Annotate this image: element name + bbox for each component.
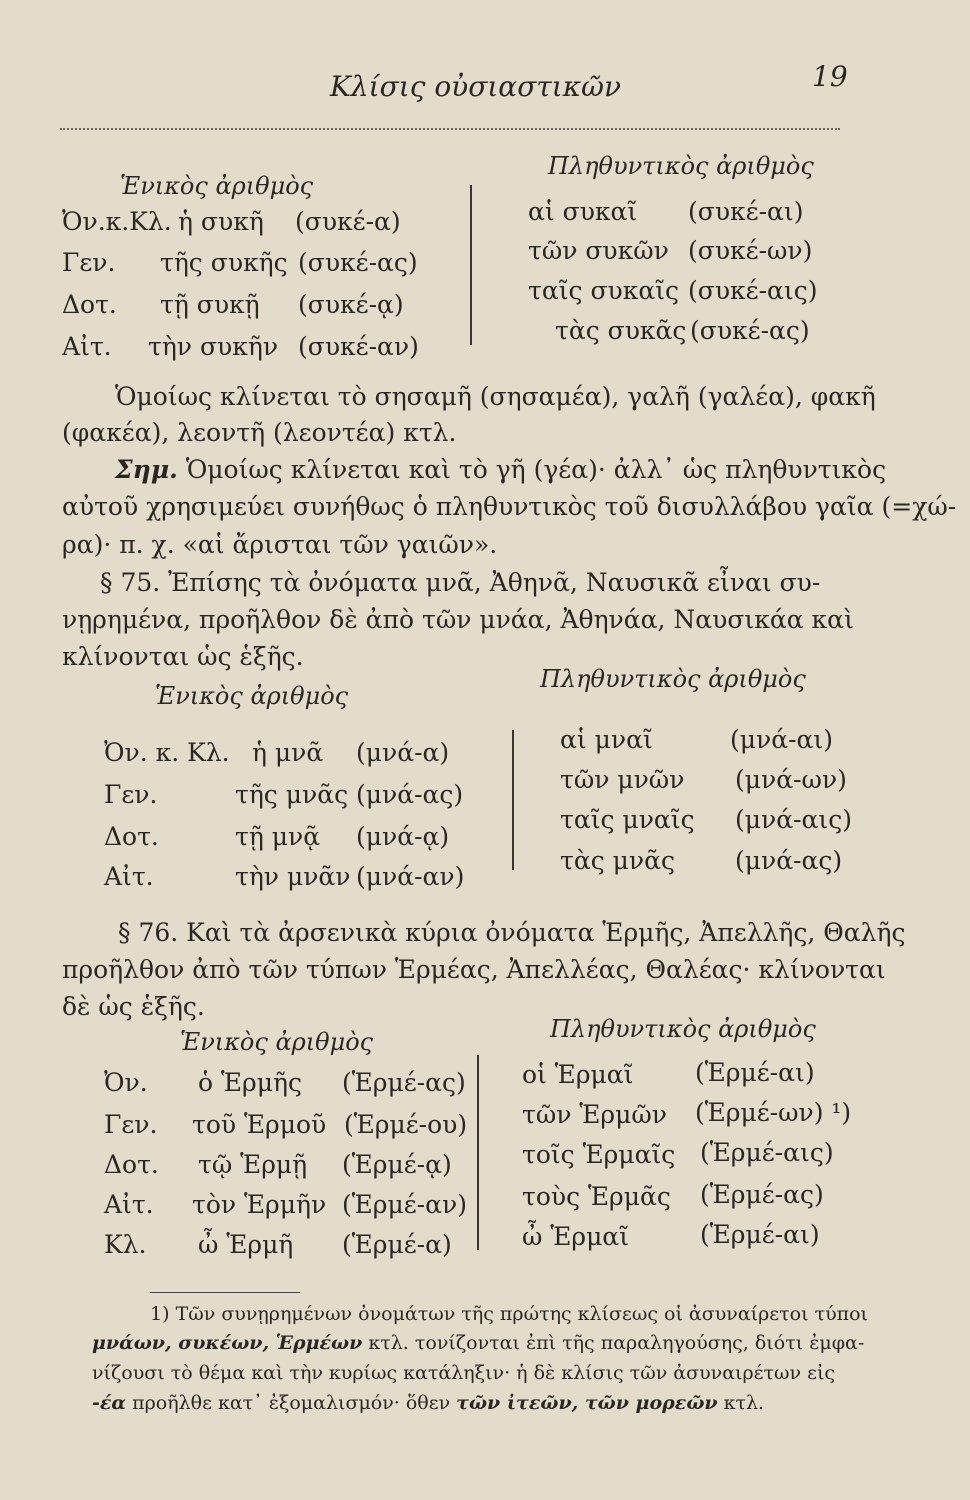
footnote-emphasis: -έα: [92, 1392, 127, 1414]
table1-parse: (συκέ-ας): [298, 248, 418, 277]
footnote-rule: [150, 1292, 300, 1293]
table3-divider: [477, 1055, 479, 1250]
table1-plural-form: αἱ συκαῖ: [528, 197, 638, 226]
table1-case: Ὀν.κ.Κλ.: [62, 207, 172, 236]
table3-plural-form: τοὺς Ἑρμᾶς: [522, 1182, 671, 1211]
table2-divider: [512, 730, 514, 870]
table2-plural-parse: (μνά-ων): [735, 765, 847, 794]
section-75-line: κλίνονται ὡς ἑξῆς.: [62, 642, 304, 671]
table1-plural-parse: (συκέ-αι): [688, 197, 804, 226]
table1-parse: (συκέ-αν): [298, 332, 419, 361]
table3-case: Αἰτ.: [104, 1190, 154, 1219]
table2-plural-title: Πληθυντικὸς ἀριθμὸς: [540, 665, 806, 693]
table3-plural-form: ὦ Ἑρμαῖ: [522, 1222, 629, 1251]
table1-plural-form: ταῖς συκαῖς: [528, 276, 680, 305]
table1-parse: (συκέ-ᾳ): [298, 290, 404, 319]
table3-form: ὦ Ἑρμῆ: [198, 1230, 294, 1259]
page-number: 19: [812, 60, 848, 93]
table1-plural-title: Πληθυντικὸς ἀριθμὸς: [548, 152, 814, 180]
note-line: [115, 455, 886, 484]
footnote-line: [150, 1303, 868, 1325]
footnote-emphasis: μνάων, συκέων, Ἑρμέων: [92, 1332, 363, 1354]
section-75-line: § 75. Ἐπίσης τὰ ὀνόματα μνᾶ, Ἀθηνᾶ, Ναυσικᾶ εἶναι συ-: [100, 568, 821, 597]
footnote-line: [92, 1332, 864, 1354]
note-line: ρα)· π. χ. «αἱ ἄρισται τῶν γαιῶν».: [62, 530, 498, 559]
table1-plural-form: τῶν συκῶν: [528, 236, 669, 265]
footnote-emphasis: τῶν ἰτεῶν, τῶν μορεῶν: [456, 1392, 718, 1414]
table2-parse: (μνά-ας): [356, 780, 464, 809]
table3-form: ὁ Ἑρμῆς: [198, 1068, 302, 1097]
table3-plural-parse: (Ἑρμέ-ων) ¹): [695, 1098, 852, 1127]
table1-case: Γεν.: [62, 248, 116, 277]
section-76-line: § 76. Καὶ τὰ ἀρσενικὰ κύρια ὀνόματα Ἑρμῆς, Ἀπελλῆς, Θαλῆς: [118, 918, 906, 947]
note-label: Σημ.: [115, 455, 178, 484]
table3-parse: (Ἑρμέ-α): [342, 1230, 452, 1259]
running-title: Κλίσις οὐσιαστικῶν: [330, 70, 621, 103]
footnote-line: νίζουσι τὸ θέμα καὶ τὴν κυρίως κατάληξιν· ἡ δὲ κλίσις τῶν ἀσυναιρέτων εἰς: [92, 1362, 836, 1384]
table1-form: τῆς συκῆς: [160, 248, 288, 277]
table2-plural-form: ταῖς μναῖς: [560, 805, 695, 834]
table2-case: Γεν.: [104, 780, 158, 809]
table2-case: Ὀν. κ. Κλ.: [104, 738, 230, 767]
table2-plural-parse: (μνά-αι): [730, 725, 833, 754]
section-76-line: δὲ ὡς ἑξῆς.: [62, 992, 205, 1021]
section-76-line: προῆλθον ἀπὸ τῶν τύπων Ἑρμέας, Ἀπελλέας, Θαλέας· κλίνονται: [62, 955, 886, 984]
table1-plural-parse: (συκέ-ων): [688, 236, 813, 265]
table2-plural-parse: (μνά-ας): [735, 846, 843, 875]
table1-singular-title: Ἑνικὸς ἀριθμὸς: [120, 172, 314, 200]
table2-plural-form: τῶν μνῶν: [560, 765, 685, 794]
table1-case: Δοτ.: [62, 290, 117, 319]
table3-form: τοῦ Ἑρμοῦ: [192, 1110, 327, 1139]
table3-plural-form: τοῖς Ἑρμαῖς: [522, 1140, 676, 1169]
table3-parse: (Ἑρμέ-ας): [342, 1068, 466, 1097]
table2-singular-title: Ἑνικὸς ἀριθμὸς: [155, 682, 349, 710]
header-rule: [60, 128, 840, 130]
table3-plural-parse: (Ἑρμέ-ας): [700, 1180, 824, 1209]
table3-singular-title: Ἑνικὸς ἀριθμὸς: [180, 1028, 374, 1056]
table3-case: Ὀν.: [104, 1068, 148, 1097]
table2-plural-form: τὰς μνᾶς: [560, 846, 675, 875]
table1-form: ἡ συκῆ: [178, 207, 264, 236]
table3-parse: (Ἑρμέ-ου): [344, 1110, 468, 1139]
table1-divider: [470, 185, 472, 345]
paragraph-line: Ὁμοίως κλίνεται τὸ σησαμῆ (σησαμέα), γαλῆ (γαλέα), φακῆ: [115, 382, 876, 411]
table2-parse: (μνά-ᾳ): [356, 822, 450, 851]
table2-plural-form: αἱ μναῖ: [560, 725, 653, 754]
table3-case: Δοτ.: [104, 1150, 159, 1179]
table3-form: τῷ Ἑρμῇ: [198, 1150, 308, 1179]
table2-form: τῆς μνᾶς: [235, 780, 349, 809]
table2-case: Αἰτ.: [104, 862, 154, 891]
table2-form: ἡ μνᾶ: [252, 738, 324, 767]
note-text: Ὁμοίως κλίνεται καὶ τὸ γῆ (γέα)· ἀλλ᾽ ὡς πληθυντικὸς: [185, 455, 887, 484]
table1-plural-form: τὰς συκᾶς: [555, 316, 687, 345]
footnote-text: Τῶν συνῃρημένων ὀνομάτων τῆς πρώτης κλίσεως οἱ ἀσυναίρετοι τύποι: [175, 1303, 869, 1325]
footnote-text: κτλ.: [717, 1392, 765, 1414]
table2-parse: (μνά-αν): [356, 862, 465, 891]
table1-case: Αἰτ.: [62, 332, 112, 361]
table3-plural-parse: (Ἑρμέ-αι): [695, 1058, 815, 1087]
table3-plural-parse: (Ἑρμέ-αι): [700, 1220, 820, 1249]
table3-case: Κλ.: [104, 1230, 147, 1259]
table1-plural-parse: (συκέ-αις): [688, 276, 818, 305]
table2-plural-parse: (μνά-αις): [735, 805, 852, 834]
table3-plural-form: τῶν Ἑρμῶν: [522, 1100, 667, 1129]
table1-plural-parse: (συκέ-ας): [690, 316, 810, 345]
table3-plural-form: οἱ Ἑρμαῖ: [522, 1060, 634, 1089]
footnote-text: προῆλθε κατ᾽ ἐξομαλισμόν· ὅθεν: [126, 1392, 457, 1414]
table2-case: Δοτ.: [104, 822, 159, 851]
table3-plural-title: Πληθυντικὸς ἀριθμὸς: [550, 1015, 816, 1043]
table3-case: Γεν.: [104, 1110, 158, 1139]
table1-form: τὴν συκῆν: [148, 332, 279, 361]
note-line: αὐτοῦ χρησιμεύει συνήθως ὁ πληθυντικὸς τοῦ δισυλλάβου γαῖα (=χώ-: [62, 492, 957, 521]
footnote-line: [92, 1392, 764, 1414]
section-75-line: νῃρημένα, προῆλθον δὲ ἀπὸ τῶν μνάα, Ἀθηνάα, Ναυσικάα καὶ: [62, 605, 854, 634]
table2-parse: (μνά-α): [356, 738, 450, 767]
table3-form: τὸν Ἑρμῆν: [192, 1190, 327, 1219]
table3-parse: (Ἑρμέ-αν): [342, 1190, 467, 1219]
footnote-text: κτλ. τονίζονται ἐπὶ τῆς παραληγούσης, διότι ἐμφα-: [362, 1332, 865, 1354]
table1-form: τῇ συκῇ: [160, 290, 260, 319]
table3-plural-parse: (Ἑρμέ-αις): [700, 1138, 834, 1167]
paragraph-line: (φακέα), λεοντῆ (λεοντέα) κτλ.: [62, 418, 457, 447]
table3-parse: (Ἑρμέ-ᾳ): [342, 1150, 452, 1179]
footnote-marker: 1): [150, 1303, 170, 1325]
table2-form: τὴν μνᾶν: [235, 862, 351, 891]
table1-parse: (συκέ-α): [295, 207, 401, 236]
table2-form: τῇ μνᾷ: [235, 822, 321, 851]
